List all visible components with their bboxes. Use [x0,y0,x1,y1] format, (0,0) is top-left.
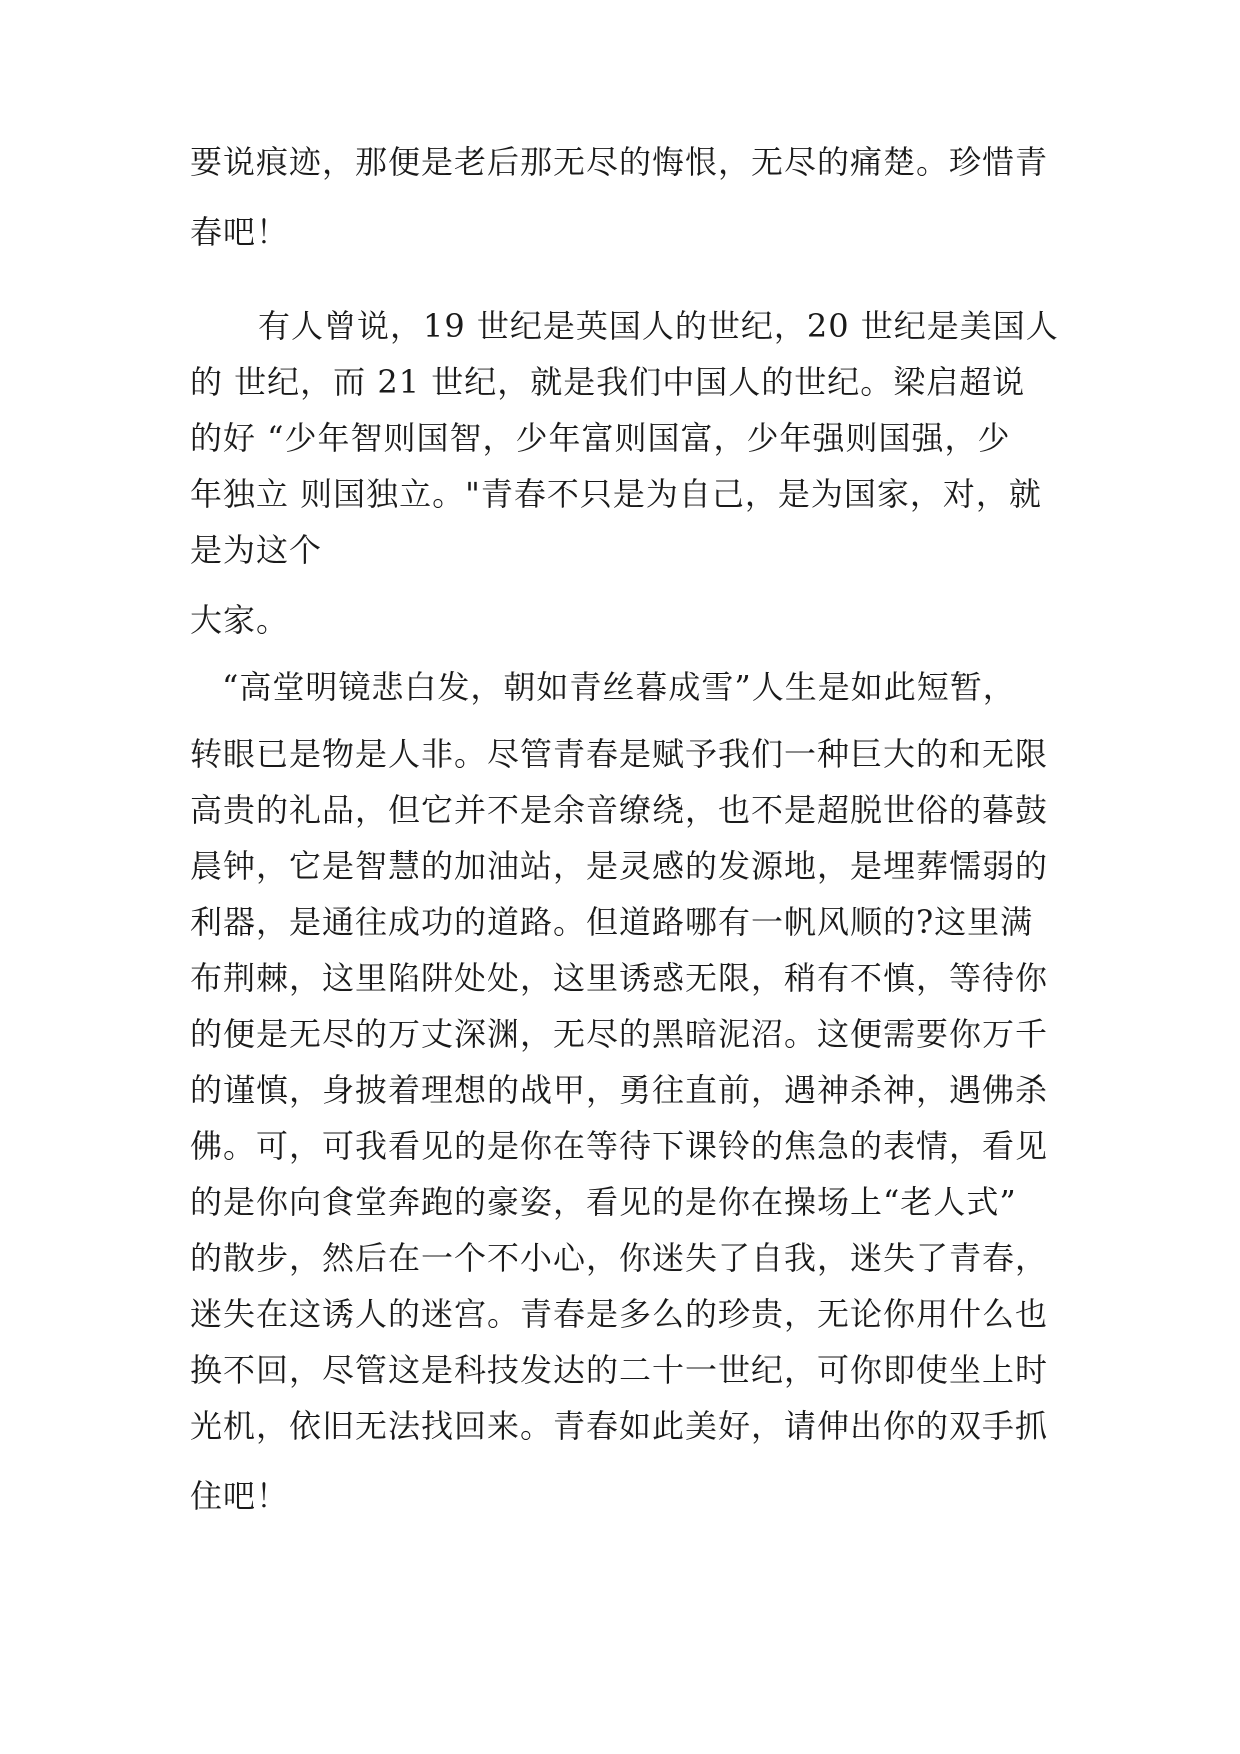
text-line: 转眼已是物是人非。尽管青春是赋予我们一种巨大的和无限 [190,735,1049,773]
text-line: 佛。可，可我看见的是你在等待下课铃的焦急的表情，看见 [190,1127,1049,1165]
text-line: 布荆棘，这里陷阱处处，这里诱惑无限，稍有不慎，等待你 [190,959,1049,997]
paragraph-start-line: 有人曾说，19 世纪是英国人的世纪，20 世纪是美国人 [258,307,1059,345]
text-line: 高贵的礼品，但它并不是余音缭绕，也不是超脱世俗的暮鼓 [190,791,1049,829]
text-line: 年独立 则国独立。"青春不只是为自己，是为国家，对，就 [190,475,1042,513]
paragraph-start-line: “高堂明镜悲白发，朝如青丝暮成雪”人生是如此短暂， [222,668,1016,706]
text-line: 的散步，然后在一个不小心，你迷失了自我，迷失了青春， [190,1239,1049,1277]
text-line: 的是你向食堂奔跑的豪姿，看见的是你在操场上“老人式” [190,1183,1017,1221]
text-line: 利器，是通往成功的道路。但道路哪有一帆风顺的?这里满 [190,903,1034,941]
text-line: 迷失在这诱人的迷宫。青春是多么的珍贵，无论你用什么也 [190,1295,1049,1333]
text-line: 要说痕迹，那便是老后那无尽的悔恨，无尽的痛楚。珍惜青 [190,143,1049,181]
text-line: 的 世纪，而 21 世纪，就是我们中国人的世纪。梁启超说 [190,363,1026,401]
text-line: 晨钟，它是智慧的加油站，是灵感的发源地，是埋葬懦弱的 [190,847,1049,885]
text-line: 是为这个 [190,531,323,569]
text-line: 换不回，尽管这是科技发达的二十一世纪，可你即使坐上时 [190,1351,1049,1389]
text-line: 住吧！ [190,1477,290,1515]
text-line: 大家。 [190,601,290,639]
text-line: 的便是无尽的万丈深渊，无尽的黑暗泥沼。这便需要你万千 [190,1015,1049,1053]
text-line: 的好 “少年智则国智，少年富则国富，少年强则国强，少 [190,419,1011,457]
text-line: 春吧！ [190,213,290,251]
text-line: 的谨慎，身披着理想的战甲，勇往直前，遇神杀神，遇佛杀 [190,1071,1049,1109]
text-line: 光机，依旧无法找回来。青春如此美好，请伸出你的双手抓 [190,1407,1049,1445]
